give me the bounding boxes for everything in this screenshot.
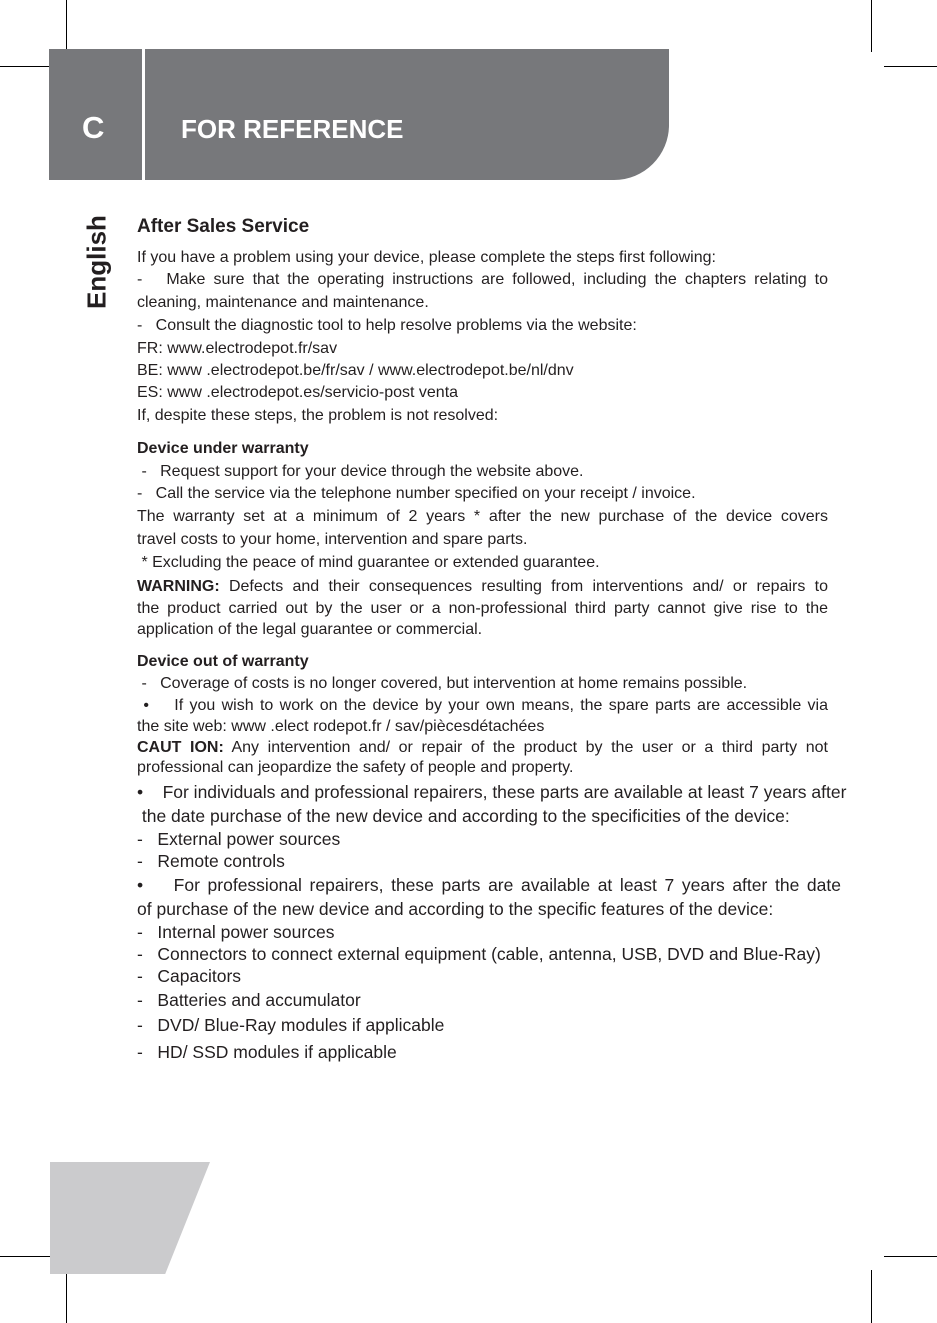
text-line [137, 1042, 397, 1063]
text-line [137, 484, 696, 504]
line-text: - Capacitors [137, 966, 242, 986]
text-line [137, 944, 821, 965]
language-tab: English [81, 215, 112, 309]
line-text: - Batteries and accumulator [137, 990, 361, 1010]
text-line [137, 1015, 444, 1036]
line-text: Device under warranty [137, 440, 309, 457]
section-title: FOR REFERENCE [181, 114, 404, 144]
line-text: cleaning, maintenance and maintenance. [137, 294, 429, 311]
text-line [137, 922, 334, 943]
text-line [137, 599, 828, 619]
text-line [137, 966, 241, 987]
text-line [137, 696, 828, 716]
crop-mark [871, 1270, 872, 1323]
text-line [137, 738, 828, 758]
footer-decoration [50, 1162, 210, 1274]
line-text: If you have a problem using your device, please complete the steps first following: [137, 249, 716, 266]
text-line [137, 717, 544, 737]
line-text: - Call the service via the telephone number specified on your receipt / invoice. [137, 485, 696, 502]
text-line [137, 339, 337, 359]
subheading [137, 439, 309, 459]
text-line [137, 270, 828, 290]
text-line [137, 875, 841, 896]
text-line [137, 782, 846, 803]
line-text: - Coverage of costs is no longer covered, but intervention at home remains possible. [137, 675, 748, 692]
line-text: - Internal power sources [137, 922, 335, 942]
text-line [137, 990, 361, 1011]
header-divider [142, 49, 145, 180]
text-line [137, 293, 429, 313]
crop-mark [884, 66, 937, 67]
line-text: If, despite these steps, the problem is not resolved: [137, 407, 499, 424]
line-text: of purchase of the new device and according to the specific features of the device: [137, 899, 774, 919]
line-text: - DVD/ Blue-Ray modules if applicable [137, 1015, 445, 1035]
line-text: FR: www.electrodepot.fr/sav [137, 340, 338, 357]
crop-mark [884, 1256, 937, 1257]
page-heading: After Sales Service [137, 216, 310, 237]
line-text: • For professional repairers, these parts are available at least 7 years after the date [137, 875, 841, 895]
line-text: BE: www .electrodepot.be/fr/sav / www.electrodepot.be/nl/dnv [137, 362, 574, 379]
line-text: the product carried out by the user or a non-professional third party cannot give rise to the [137, 600, 828, 617]
line-text: • For individuals and professional repairers, these parts are available at least 7 years after [137, 782, 847, 802]
line-text: The warranty set at a minimum of 2 years * after the new purchase of the device covers [137, 508, 828, 525]
crop-mark [871, 0, 872, 52]
line-text: travel costs to your home, intervention and spare parts. [137, 531, 528, 548]
text-line [137, 530, 527, 550]
text-line [137, 577, 828, 597]
crop-mark [0, 66, 53, 67]
line-text: professional can jeopardize the safety of people and property. [137, 759, 574, 776]
label-prefix: WARNING: [137, 578, 220, 595]
line-text: * Excluding the peace of mind guarantee or extended guarantee. [137, 554, 600, 571]
text-line [137, 851, 285, 872]
section-letter: C [82, 110, 105, 145]
line-text: Device out of warranty [137, 653, 309, 670]
line-text: - Make sure that the operating instructions are followed, including the chapters relating to [137, 271, 828, 288]
text-line [137, 248, 716, 268]
label-prefix: CAUT ION: [137, 739, 224, 756]
line-text: - External power sources [137, 829, 341, 849]
line-text: application of the legal guarantee or commercial. [137, 621, 483, 638]
line-text: - Remote controls [137, 851, 285, 871]
line-text: the date purchase of the new device and according to the specificities of the device: [137, 806, 790, 826]
text-line [137, 674, 747, 694]
text-line [137, 899, 773, 920]
text-line [137, 829, 340, 850]
line-text: - Request support for your device through the website above. [137, 463, 584, 480]
line-text: - Consult the diagnostic tool to help resolve problems via the website: [137, 317, 637, 334]
crop-mark [66, 1270, 67, 1323]
text-line [137, 507, 828, 527]
text-line [137, 383, 458, 403]
text-line [137, 758, 573, 778]
text-line [137, 406, 498, 426]
crop-mark [0, 1256, 53, 1257]
line-text: • If you wish to work on the device by your own means, the spare parts are accessible via [137, 697, 828, 714]
text-line [137, 316, 637, 336]
line-text: Any intervention and/ or repair of the product by the user or a third party not [223, 739, 829, 756]
text-line [137, 553, 600, 573]
line-text: - Connectors to connect external equipment (cable, antenna, USB, DVD and Blue-Ray) [137, 944, 821, 964]
line-text: ES: www .electrodepot.es/servicio-post venta [137, 384, 459, 401]
text-line [137, 361, 574, 381]
subheading [137, 652, 309, 672]
line-text: Defects and their consequences resulting from interventions and/ or repairs to [219, 578, 828, 595]
crop-mark [66, 0, 67, 52]
text-line [137, 806, 790, 827]
text-line [137, 462, 583, 482]
text-line [137, 620, 482, 640]
line-text: - HD/ SSD modules if applicable [137, 1042, 397, 1062]
line-text: the site web: www .elect rodepot.fr / sav/piècesdétachées [137, 718, 545, 735]
